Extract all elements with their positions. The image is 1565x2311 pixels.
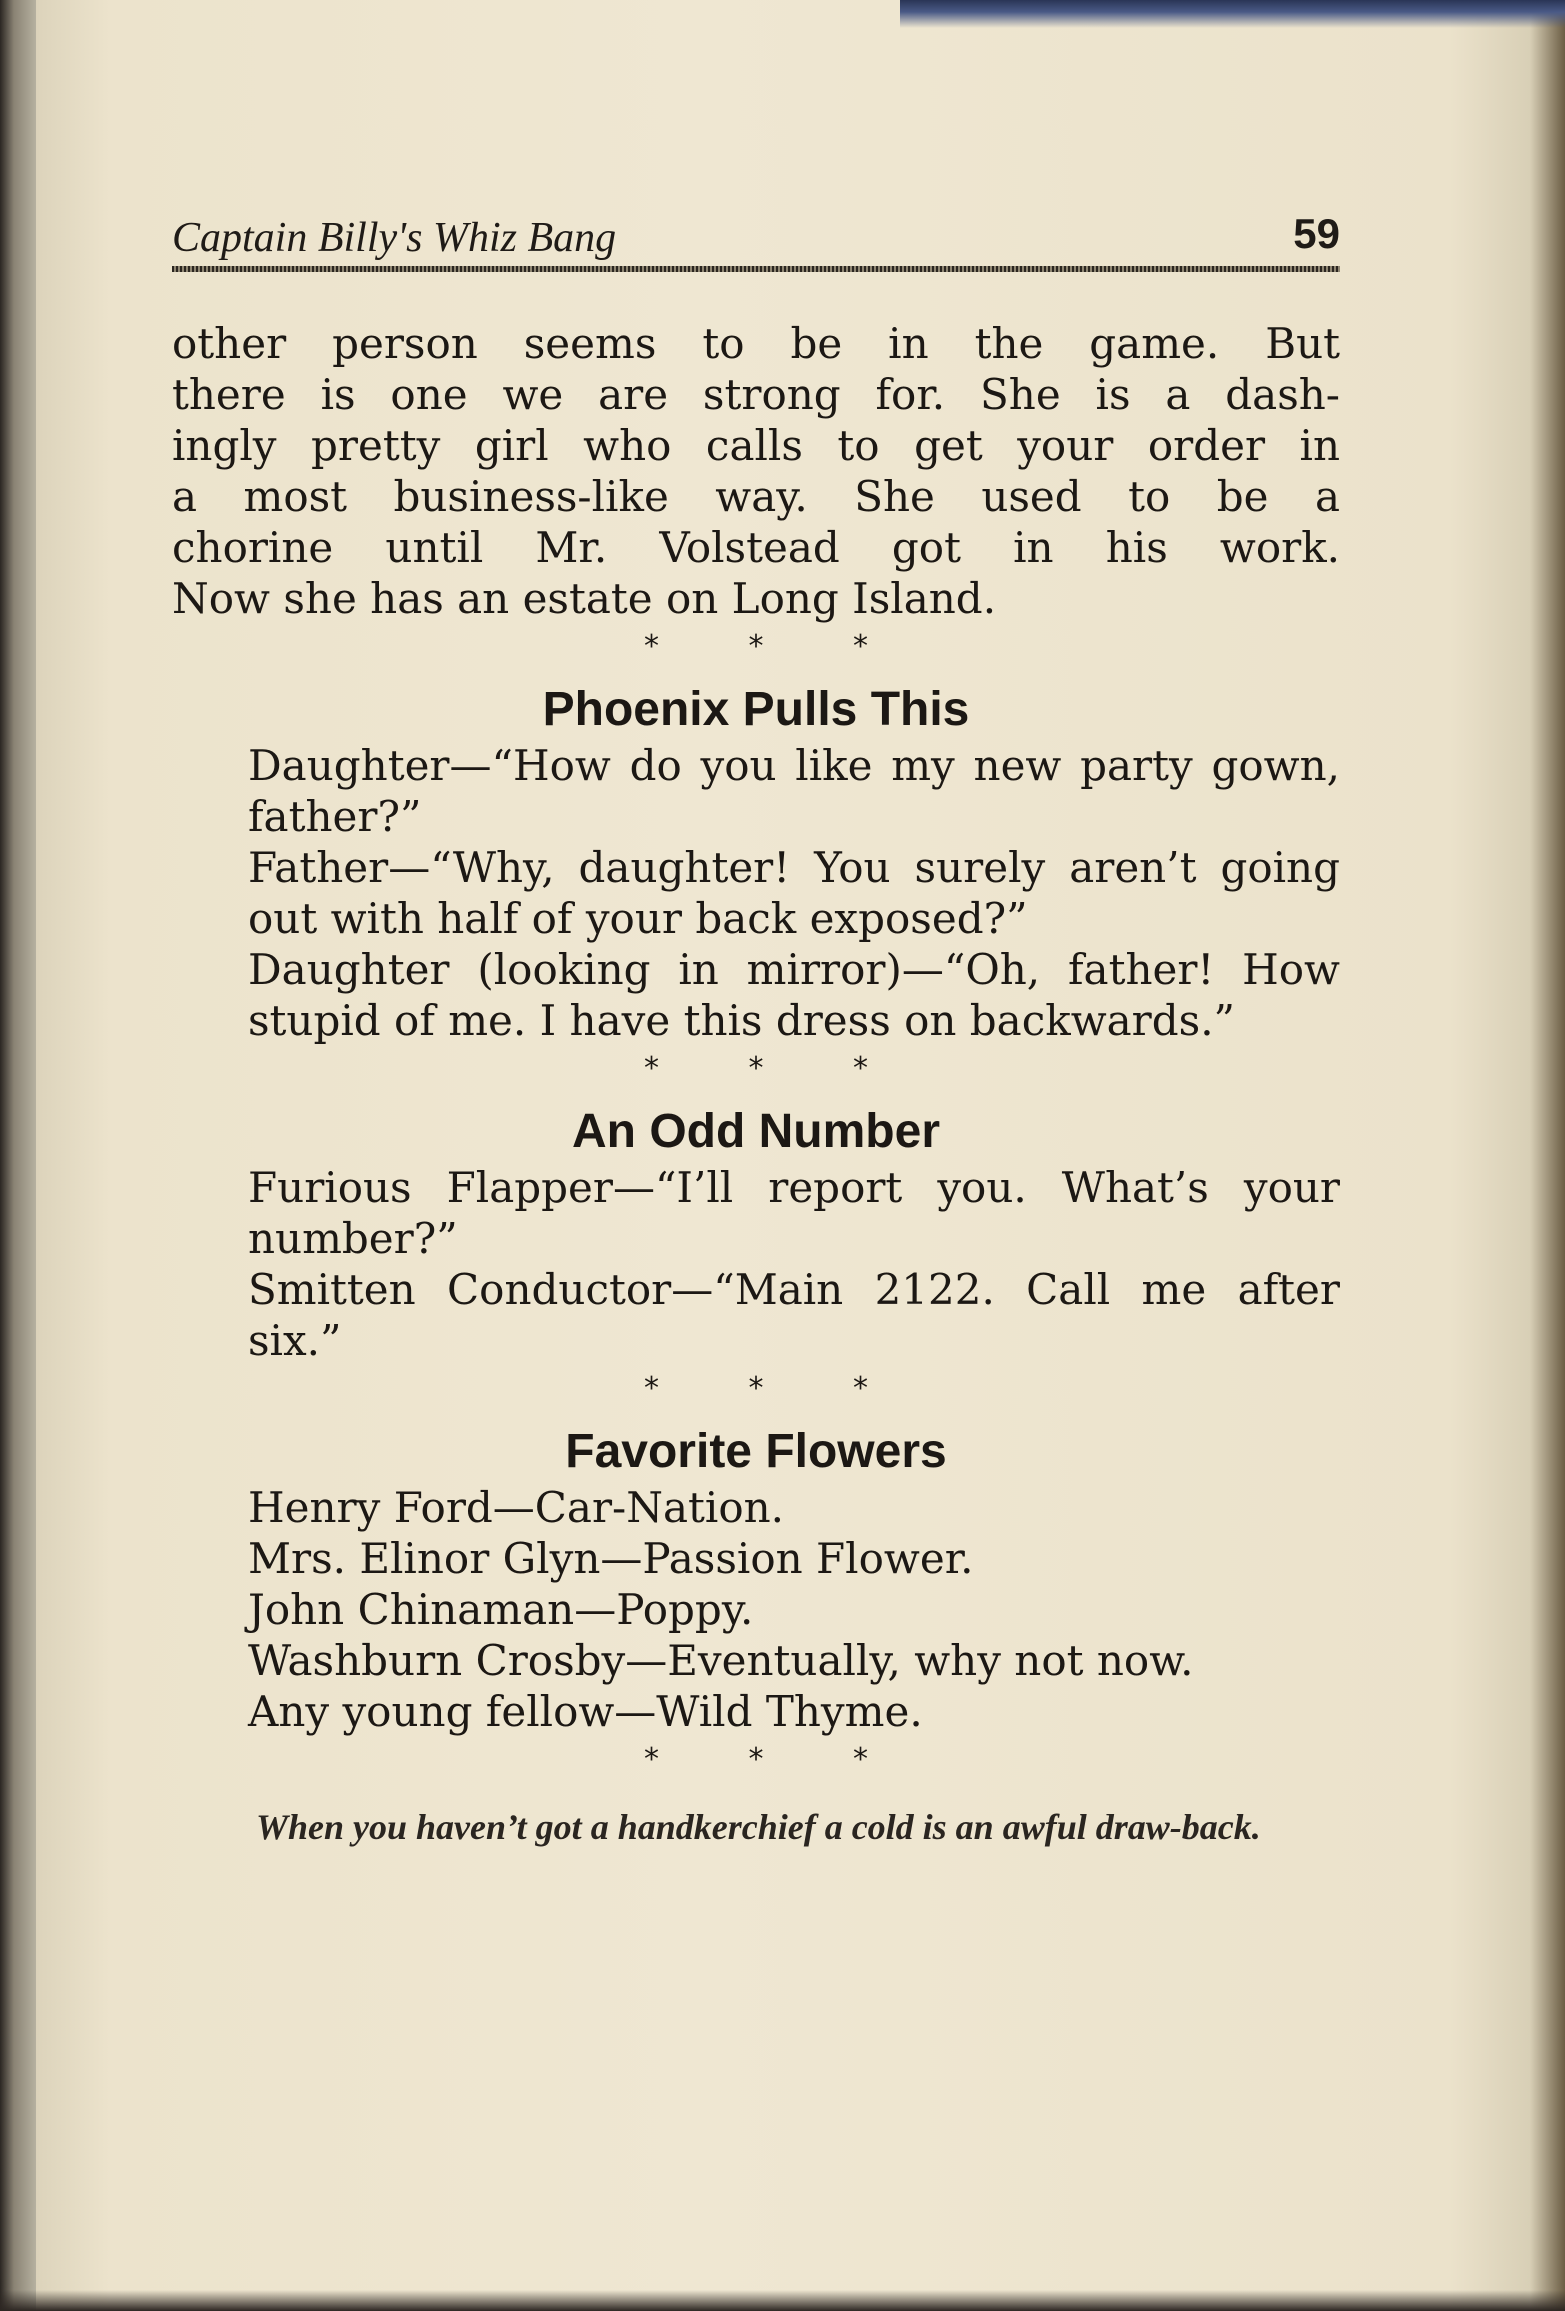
cover-edge: [900, 0, 1565, 28]
section-separator: * * *: [643, 1371, 909, 1406]
joke-line: Smitten Conductor—“Main 2122. Call me after six.”: [248, 1265, 1340, 1365]
list-item: John Chinaman—Poppy.: [248, 1585, 754, 1634]
footnote: When you haven’t got a handkerchief a cold is an awful draw-back.: [256, 1807, 1261, 1847]
list-item: Henry Ford—Car-Nation.: [248, 1483, 785, 1532]
intro-line: Now she has an estate on Long Island.: [172, 574, 997, 623]
joke-line: Father—“Why, daughter! You surely aren’t going out with half of your back exposed?”: [248, 843, 1340, 943]
list-item: Washburn Crosby—Eventually, why not now.: [248, 1636, 1194, 1685]
section-title-favorite-flowers: Favorite Flowers: [565, 1425, 947, 1478]
section-separator: * * *: [643, 629, 909, 664]
running-header: [172, 210, 1340, 270]
header-rule: [172, 266, 1340, 272]
intro-line: there is one we are strong for. She is a dash-: [172, 370, 1340, 419]
page-text: [172, 318, 1340, 1849]
running-title: Captain Billy's Whiz Bang: [172, 215, 617, 261]
intro-line: chorine until Mr. Volstead got in his work.: [172, 523, 1340, 572]
joke-line: Daughter (looking in mirror)—“Oh, father! How stupid of me. I have this dress on backwards.”: [248, 945, 1340, 1045]
section-title-odd-number: An Odd Number: [572, 1105, 940, 1158]
joke-line: Daughter—“How do you like my new party gown, father?”: [248, 741, 1340, 841]
section-separator: * * *: [643, 1742, 909, 1777]
book-spine-shadow: [0, 0, 36, 2311]
intro-line: a most business-like way. She used to be a: [172, 472, 1340, 521]
joke-line: Furious Flapper—“I’ll report you. What’s your number?”: [248, 1163, 1340, 1263]
intro-line: ingly pretty girl who calls to get your order in: [172, 421, 1340, 470]
page-bottom-edge: [0, 2290, 1565, 2311]
intro-paragraph: [172, 318, 1340, 624]
section-separator: * * *: [643, 1051, 909, 1086]
intro-line: other person seems to be in the game. But: [172, 319, 1340, 368]
page-number: 59: [1293, 210, 1340, 257]
list-item: Any young fellow—Wild Thyme.: [248, 1687, 923, 1736]
section-title-phoenix: Phoenix Pulls This: [542, 683, 970, 736]
list-item: Mrs. Elinor Glyn—Passion Flower.: [248, 1534, 974, 1583]
